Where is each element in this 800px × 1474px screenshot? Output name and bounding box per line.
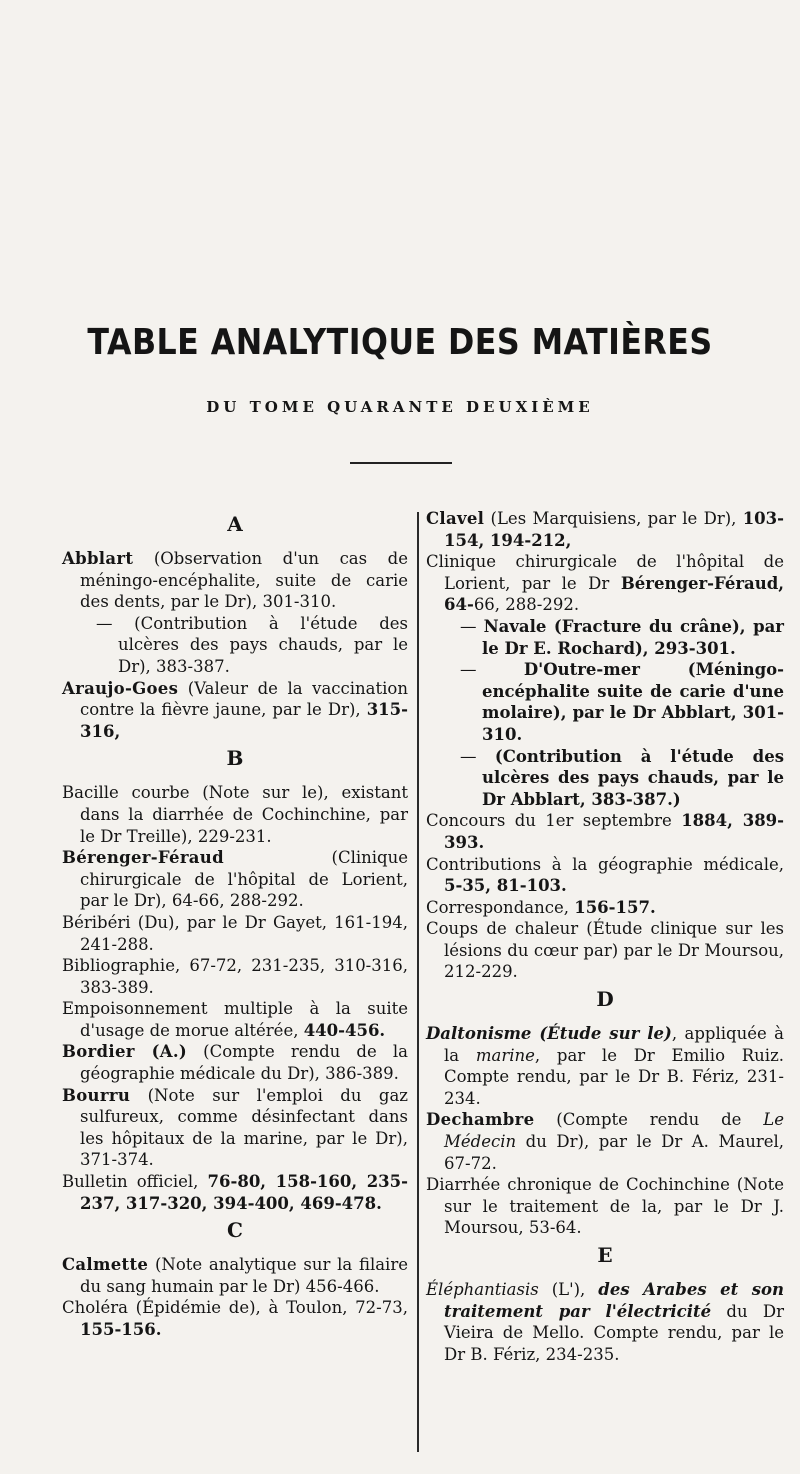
entry-text: du Dr), par le Dr A. Maurel, 67-72.: [444, 1132, 784, 1173]
entry-text: , appliquée à la: [444, 1024, 784, 1065]
index-entry-abblart-sub: [62, 613, 408, 678]
entry-head: Clavel: [426, 509, 485, 528]
title-rule: [350, 462, 452, 464]
entry-text: Navale (Fracture du crâne), par le Dr E. Rochard), 293-301.: [482, 616, 784, 658]
entry-head: Dechambre: [426, 1110, 535, 1130]
index-entry-diarrhee: Diarrhée chronique de Cochinchine (Note sur le traitement de la, par le Dr J. Moursou, 53-64.: [426, 1175, 784, 1238]
entry-dash: —: [460, 746, 495, 766]
index-entry-calmette: [62, 1254, 408, 1297]
entry-pages: 156-157.: [574, 897, 656, 917]
entry-text: (Les Marquisiens, par le Dr),: [484, 509, 743, 528]
column-divider: [417, 512, 419, 1452]
entry-text: (Note analytique sur la filaire du sang humain par le Dr) 456-466.: [80, 1255, 408, 1296]
index-entry-bibliographie: Bibliographie, 67-72, 231-235, 310-316, 383-389.: [62, 956, 408, 997]
entry-head: Bourru: [62, 1085, 131, 1105]
section-letter-e: E: [597, 1243, 613, 1267]
entry-head: Araujo-Goes: [62, 678, 179, 698]
entry-pages: 371-374.: [80, 1150, 154, 1170]
entry-dash: —: [460, 616, 484, 636]
index-entry-berenger: [62, 847, 408, 912]
entry-text: D'Outre-mer (Méningo-encéphalite suite de carie d'une molaire), par le Dr Abblart, 301-310.: [482, 660, 784, 744]
entry-head: Éléphantiasis: [426, 1280, 539, 1299]
index-entry-beriberi: Béribéri (Du), par le Dr Gayet, 161-194, 241-288.: [62, 912, 408, 954]
entry-text: Bulletin officiel,: [62, 1172, 208, 1192]
index-entry-outremer: [426, 659, 784, 745]
index-entry-clavel: [426, 508, 784, 551]
index-entry-elephantiasis: [426, 1279, 784, 1365]
entry-italic: des Arabes et son traitement par l'électricité: [444, 1280, 784, 1321]
entry-text: (Observation d'un cas de méningo-encéphalite, suite de carie des dents, par le Dr), 301-310.: [80, 549, 408, 612]
entry-pages: 315-316,: [80, 700, 408, 741]
index-entry-araujo: [62, 678, 408, 743]
index-entry-bacille: Bacille courbe (Note sur le), existant dans la diarrhée de Cochinchine, par le Dr Treille), 229-231.: [62, 783, 408, 846]
entry-dash: —: [96, 613, 135, 633]
index-entry-cholera: [62, 1297, 408, 1340]
entry-pages: 155-156.: [80, 1320, 162, 1339]
entry-pages: 1884, 389-393.: [444, 811, 785, 852]
entry-pages: 66, 288-292.: [473, 595, 580, 615]
section-letter-c: C: [227, 1218, 243, 1243]
entry-dash: —: [460, 660, 524, 680]
entry-italic: marine: [475, 1045, 535, 1065]
entry-pages: 440-456.: [303, 1020, 386, 1040]
entry-text: Clinique chirurgicale de l'hôpital de Lorient, par le Dr: [426, 552, 784, 593]
section-letter-a: A: [227, 512, 243, 536]
entry-text: (L'),: [538, 1280, 599, 1299]
index-entry-navale: [426, 616, 784, 659]
entry-text: (Compte rendu de: [534, 1110, 764, 1130]
index-entry-concours: [426, 810, 784, 853]
entry-text: (Valeur de la vaccination contre la fièvre jaune, par le Dr),: [80, 678, 408, 720]
entry-text: Empoisonnement multiple à la suite d'usage de morue altérée,: [62, 999, 408, 1040]
entry-head: Bordier (A.): [62, 1042, 188, 1062]
entry-pages: 5-35, 81-103.: [444, 876, 567, 896]
index-entry-daltonisme: [426, 1023, 784, 1109]
entry-text: (Contribution à l'étude des ulcères des pays chauds, par le Dr), 383-387.: [118, 613, 408, 676]
entry-text: (Compte rendu de la géographie médicale du Dr), 386-389.: [80, 1042, 408, 1084]
index-entry-coups: Coups de chaleur (Étude clinique sur les lésions du cœur par) par le Dr Moursou, 212-229.: [426, 919, 784, 982]
entry-bold: Bérenger-Féraud, 64-: [444, 573, 784, 615]
entry-head: Daltonisme (Étude sur le): [426, 1024, 672, 1044]
right-column: [426, 508, 784, 1365]
entry-text: Concours du 1er septembre: [426, 811, 682, 831]
entry-head: Bérenger-Féraud: [62, 848, 224, 868]
entry-text: Contributions à la géographie médicale,: [426, 854, 784, 874]
entry-text: Correspondance,: [426, 897, 575, 917]
page-subtitle: DU TOME QUARANTE DEUXIÈME: [206, 398, 594, 416]
entry-text: (Clinique chirurgicale de l'hôpital de Lorient, par le Dr), 64-66, 288-292.: [80, 848, 408, 911]
entry-text: , par le Dr Emilio Ruiz. Compte rendu, par le Dr B. Fériz, 231-234.: [444, 1045, 785, 1108]
index-entry-abblart: [62, 548, 408, 613]
entry-italic: Le Médecin: [444, 1110, 784, 1152]
left-column: [62, 508, 408, 1341]
entry-head: Abblart: [62, 549, 134, 568]
index-entry-bordier: [62, 1041, 408, 1084]
entry-pages: 103-154, 194-212,: [444, 509, 784, 550]
section-letter-b: B: [226, 746, 244, 771]
section-letter-d: D: [596, 987, 614, 1012]
index-entry-contribution: [426, 746, 784, 811]
entry-text: (Note sur l'emploi du gaz sulfureux, comme désinfectant dans les hôpitaux de la marine, par le Dr),: [80, 1085, 408, 1148]
index-entry-bourru: [62, 1085, 408, 1171]
index-entry-dechambre: [426, 1109, 784, 1174]
entry-pages: 76-80, 158-160, 235-237, 317-320, 394-400, 469-478.: [80, 1172, 408, 1213]
index-entry-clinique: [426, 551, 784, 616]
index-entry-empoisonnement: [62, 998, 408, 1041]
index-entry-contributions: [426, 854, 784, 897]
entry-text: Choléra (Épidémie de), à Toulon, 72-73,: [62, 1298, 408, 1318]
entry-text: du Dr Vieira de Mello. Compte rendu, par le Dr B. Fériz, 234-235.: [444, 1301, 785, 1364]
entry-head: Calmette: [62, 1255, 149, 1275]
page-title: TABLE ANALYTIQUE DES MATIÈRES: [87, 322, 713, 363]
index-entry-correspondance: [426, 897, 784, 919]
index-entry-bulletin: [62, 1171, 408, 1214]
entry-text: (Contribution à l'étude des ulcères des pays chauds, par le Dr Abblart, 383-387.): [482, 746, 784, 809]
